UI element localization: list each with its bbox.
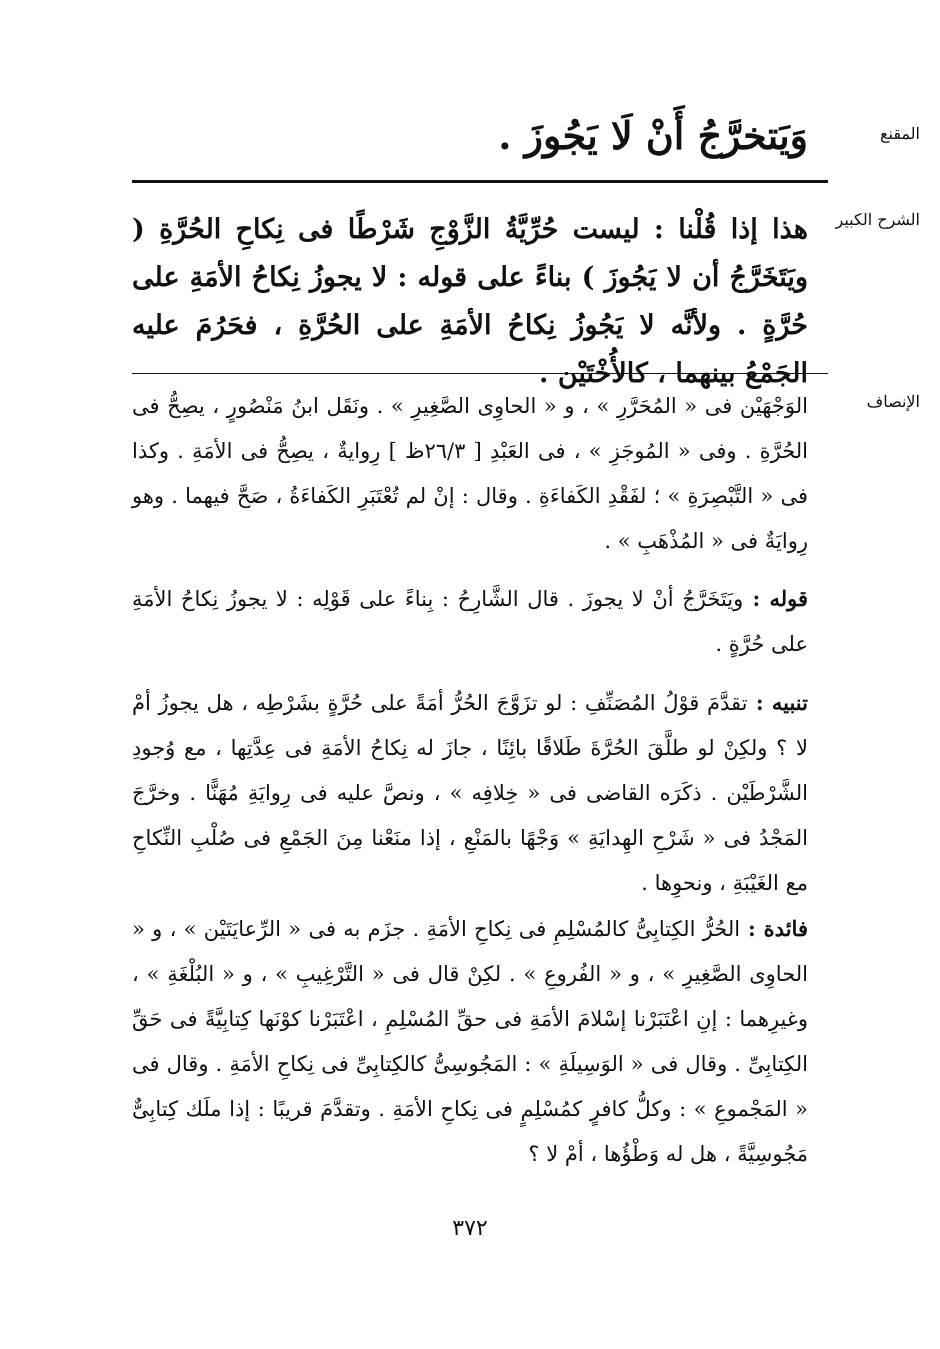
section-divider-thick [132, 180, 828, 183]
paragraph-lead: تنبيه : [747, 690, 808, 715]
paragraph-body: الحُرُّ الكِتابِىُّ كالمُسْلِمِ فى نِكاحِ الأمَةِ . جزَم به فى « الرِّعايَتَيْن » ، و « الحاوِى الصَّغِيرِ » ، و « الفُروعِ » . لكِنْ قال فى « التَّرْغِيبِ » ، و « البُلْغَةِ » ، وغيرِهما : إنِ اعْتَبَرْنا إسْلامَ الأمَةِ فى حقِّ المُسْلِمِ ، اعْتَبَرْنا كوْنَها كِتابِيَّةً فى حَقِّ الكِتابِىِّ . وقال فى « الوَسِيلَةِ » : المَجُوسِىُّ كالكِتابِىِّ فى نِكاحِ الأمَةِ . وقال فى « المَجْموعِ » : وكلُّ كافرٍ كمُسْلِمٍ فى نِكاحِ الأمَةِ . وتقدَّمَ قريبًا : إذا ملَك كِتابِىٌّ مَجُوسِيَّةً ، هل له وَطْؤُها ، أمْ لا ؟ [132, 917, 808, 1166]
insaf-paragraph-2 [132, 576, 808, 667]
muqni-text: وَيَتخرَّجُ أَنْ لَا يَجُوزَ . [498, 113, 808, 158]
margin-label-sharh: الشرح الكبير [835, 210, 920, 229]
page-number: ٣٧٢ [452, 1216, 488, 1241]
paragraph-body: ويَتَخَرَّجُ أنْ لا يجوزَ . قال الشَّارِحُ : بِناءً على قَوْلِه : لا يجوزُ نِكاحُ الأمَةِ على حُرَّةٍ . [132, 587, 808, 656]
section-divider-thin [132, 373, 828, 374]
insaf-paragraph-3 [132, 680, 808, 906]
paragraph-lead: قوله : [743, 586, 809, 611]
insaf-paragraph-1: الوَجْهَيْن فى « المُحَرَّرِ » ، و « الحاوِى الصَّغِيرِ » . ونَقَل ابنُ مَنْصُورٍ ، يصِحُّ فى الحُرَّةِ . وفى « المُوجَزِ » ، فى العَبْدِ [ ٢٦/٣ظ ] رِوايةٌ ، يصِحُّ فى الأمَةِ . وكذا فى « التَّبْصِرَةِ » ؛ لفَقْدِ الكَفاءَةِ . وقال : إنْ لم تُعْتَبَرِ الكَفاءَةُ ، صَحَّ فيهما . وهو رِوايَةٌ فى « المُذْهَبِ » . [132, 394, 808, 553]
paragraph-body: تقدَّمَ قوْلُ المُصَنِّفِ : لو تزَوَّجَ الحُرُّ أمَةً على حُرَّةٍ بشَرْطِه ، هل يجوزُ أمْ لا ؟ ولكِنْ لو طلَّقَ الحُرَّةَ طَلاقًا بائِنًا ، جازَ له نِكاحُ الأمَةِ فى عِدَّتِها ، مع وُجودِ الشَّرْطَيْن . ذكَرَه القاضى فى « خِلافِه » ، ونصَّ عليه فى رِوايَةِ مُهَنًّا . وخرَّجَ المَجْدُ فى « شَرْحِ الهِدايَةِ » وَجْهًا بالمَنْعِ ، إذا منَعْنا مِنَ الجَمْعِ فى صُلْبِ النِّكاحِ مع الغَيْبَةِ ، ونحوِها . [132, 691, 808, 895]
insaf-paragraph-4 [132, 906, 808, 1177]
margin-label-insaf: الإنصاف [866, 392, 920, 411]
paragraph-lead: فائدة : [740, 916, 808, 941]
margin-label-muqni: المقنع [879, 124, 920, 143]
sharh-text: هذا إذا قُلْنا : ليست حُرِّيَّةُ الزَّوْجِ شَرْطًا فى نِكاحِ الحُرَّةِ ( ويَتَخَرَّجُ أن لا يَجُوزَ ) بناءً على قوله : لا يجوزُ نِكاحُ الأمَةِ على حُرَّةٍ . ولأنَّه لا يَجُوزُ نِكاحُ الأمَةِ على الحُرَّةِ ، فحَرُمَ عليه الجَمْعُ بينهما ، كالأُخْتَيْن . [132, 214, 808, 389]
